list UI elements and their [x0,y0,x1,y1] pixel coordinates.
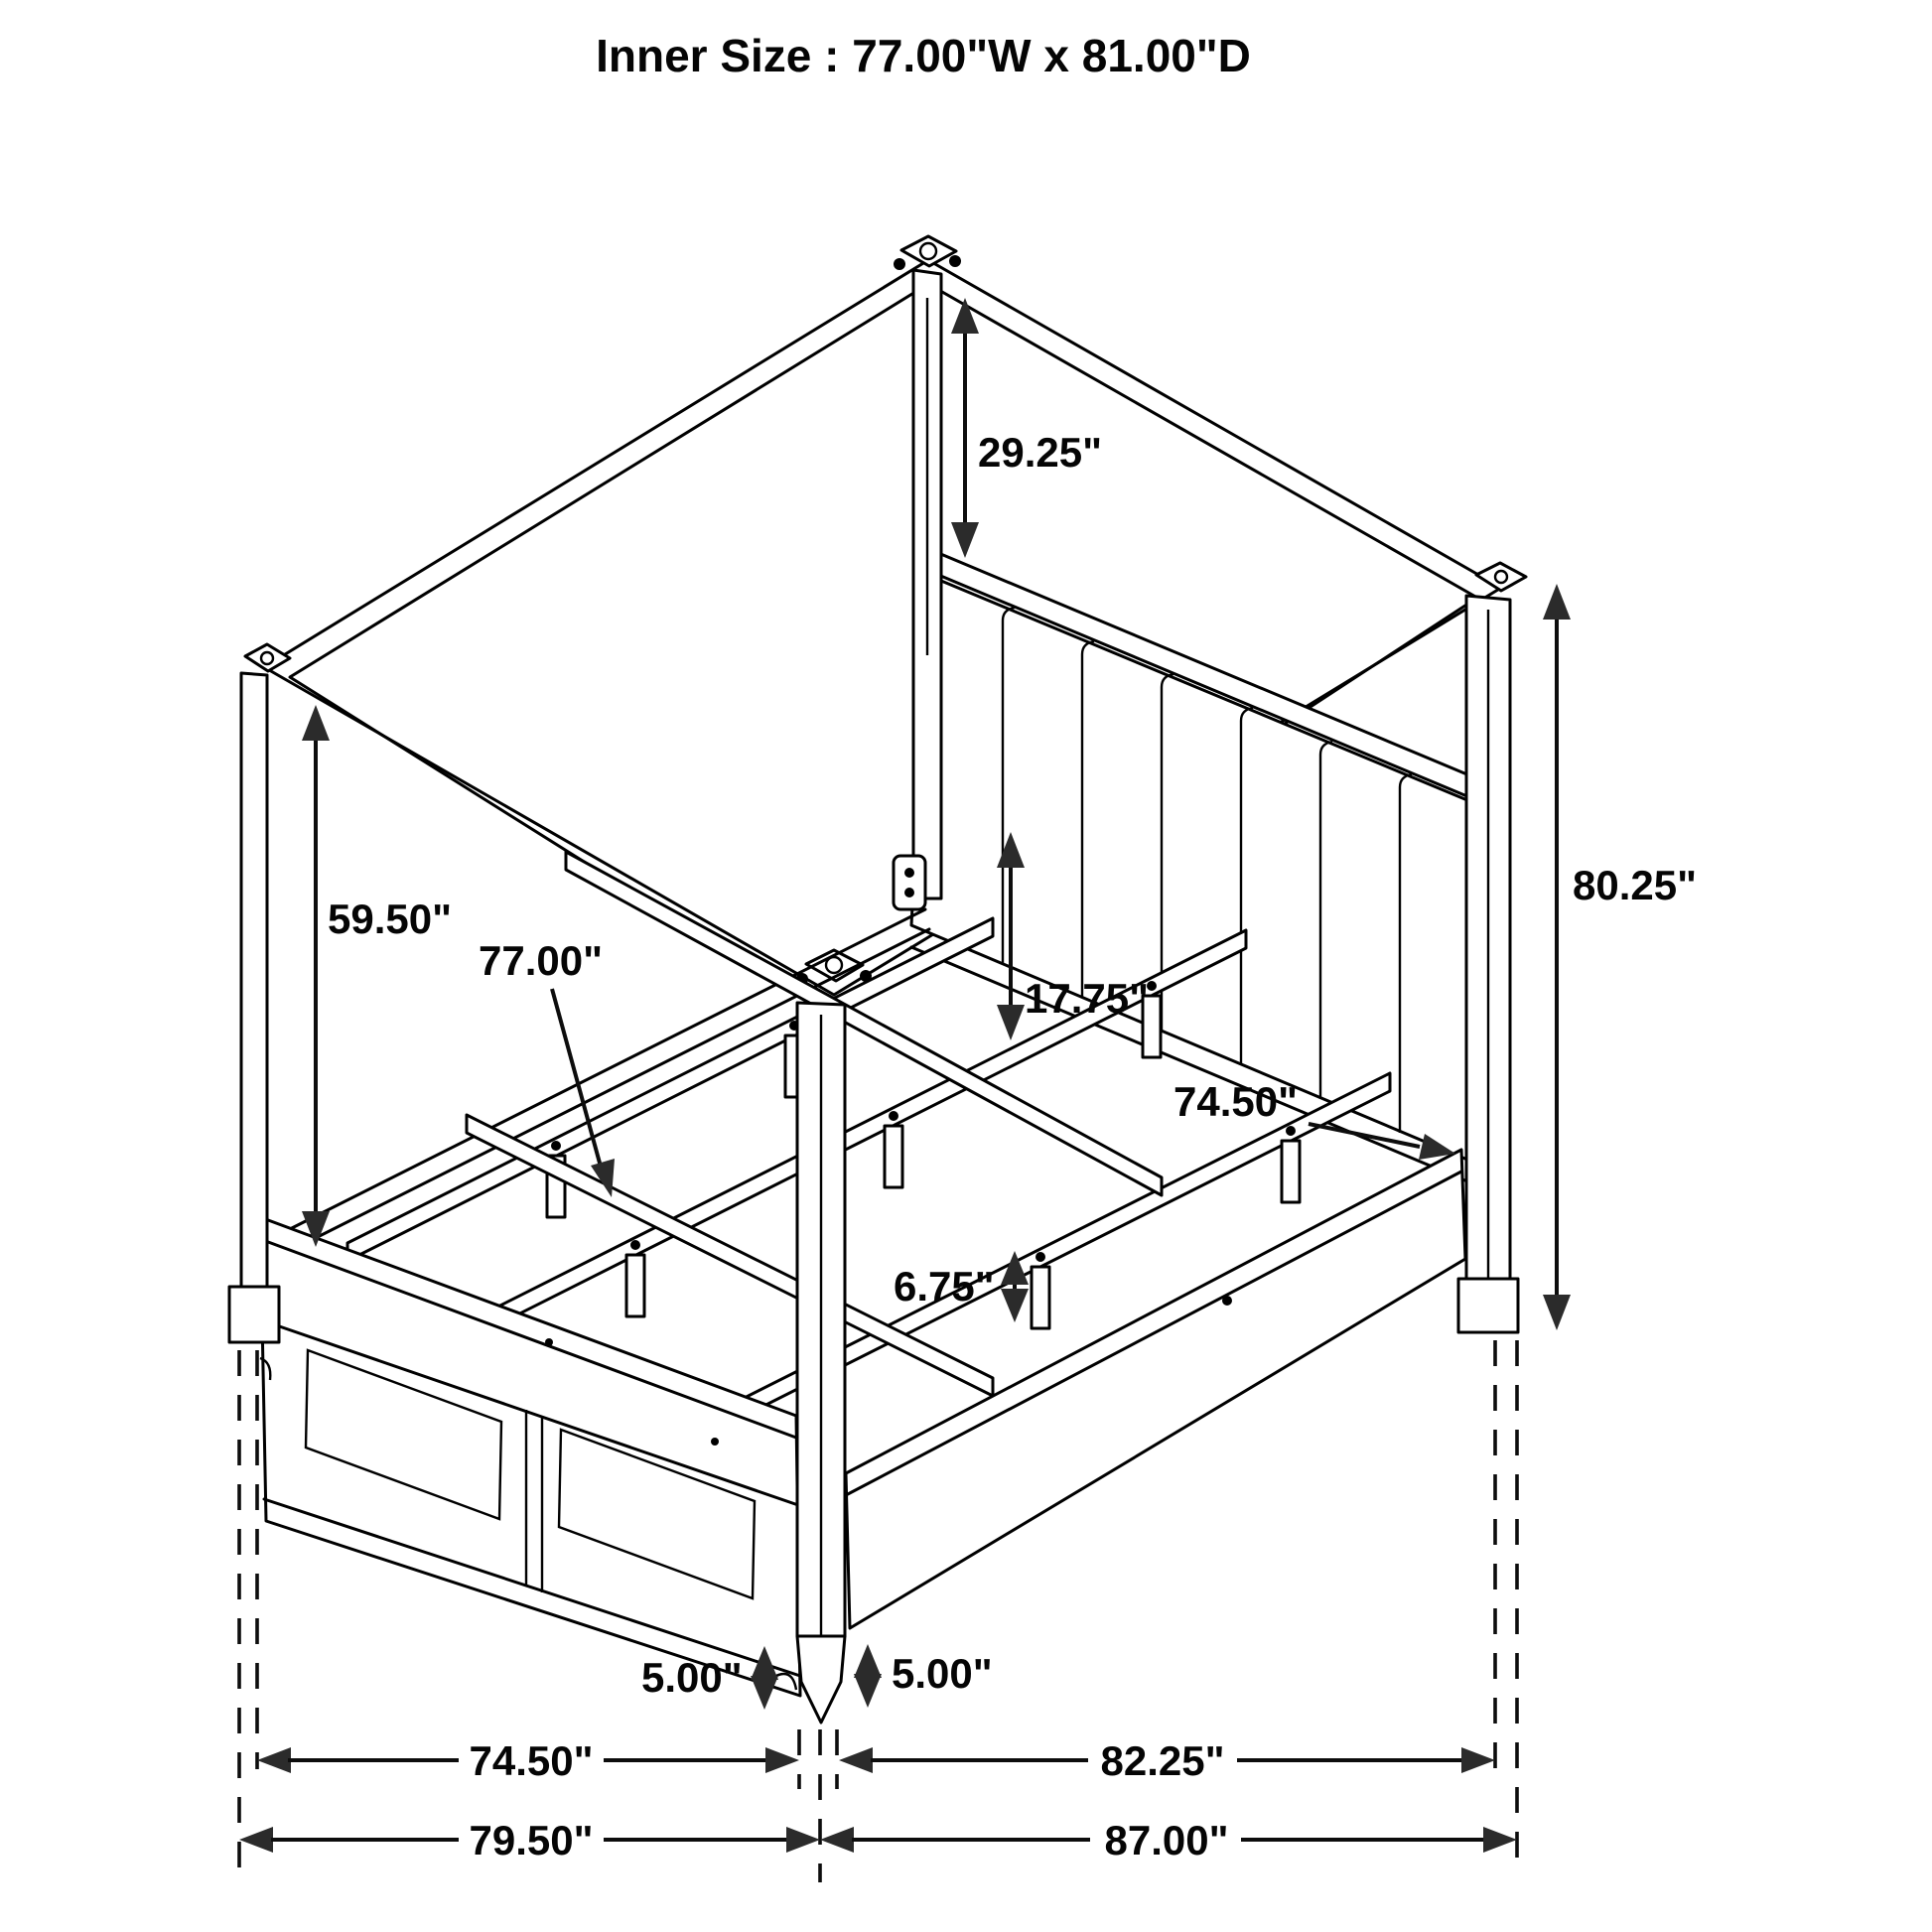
dim-label-left-foot-height: 5.00" [641,1654,743,1701]
dim-label-right-foot-height: 5.00" [892,1650,993,1697]
dim-label-side-span: 82.25" [1100,1737,1225,1784]
canopy-corner-cap-right [1476,563,1526,591]
dim-post-upper-section [951,298,1102,558]
dim-label-overall-width: 79.50" [469,1817,594,1863]
left-post-foot [229,1287,279,1342]
dim-overall-height [1543,584,1697,1330]
dim-label-post-upper-section: 29.25" [978,429,1103,476]
dim-label-side-rail-length: 74.50" [1173,1078,1299,1125]
dim-label-footboard-span: 74.50" [469,1737,594,1784]
right-post-foot [1458,1279,1518,1332]
front-post-foot [797,1636,845,1723]
right-post [1458,596,1518,1332]
dim-side-span [839,1737,1495,1784]
dim-overall-depth [820,1817,1517,1863]
dim-label-canopy-clearance: 59.50" [328,896,453,942]
dim-label-support-leg-height: 6.75" [894,1263,995,1310]
side-rail-near [846,1150,1465,1628]
dim-label-slat-length: 77.00" [479,937,604,984]
canopy-corner-cap-back [901,236,956,266]
dim-label-rail-top-drop: 17.75" [1025,975,1150,1022]
headboard-bracket [894,856,925,909]
dim-right-foot-height [854,1644,993,1708]
dim-canopy-clearance [302,705,452,1247]
slat-support-rail-far [347,918,993,1261]
dim-overall-width [239,1817,820,1863]
front-post [797,1003,845,1723]
dim-footboard-span [257,1737,799,1784]
canopy-corner-cap-left [245,644,290,671]
back-post [894,270,941,909]
dim-label-overall-height: 80.25" [1573,862,1698,908]
dim-label-overall-depth: 87.00" [1104,1817,1229,1863]
diagram-title: Inner Size : 77.00"W x 81.00"D [596,30,1251,81]
